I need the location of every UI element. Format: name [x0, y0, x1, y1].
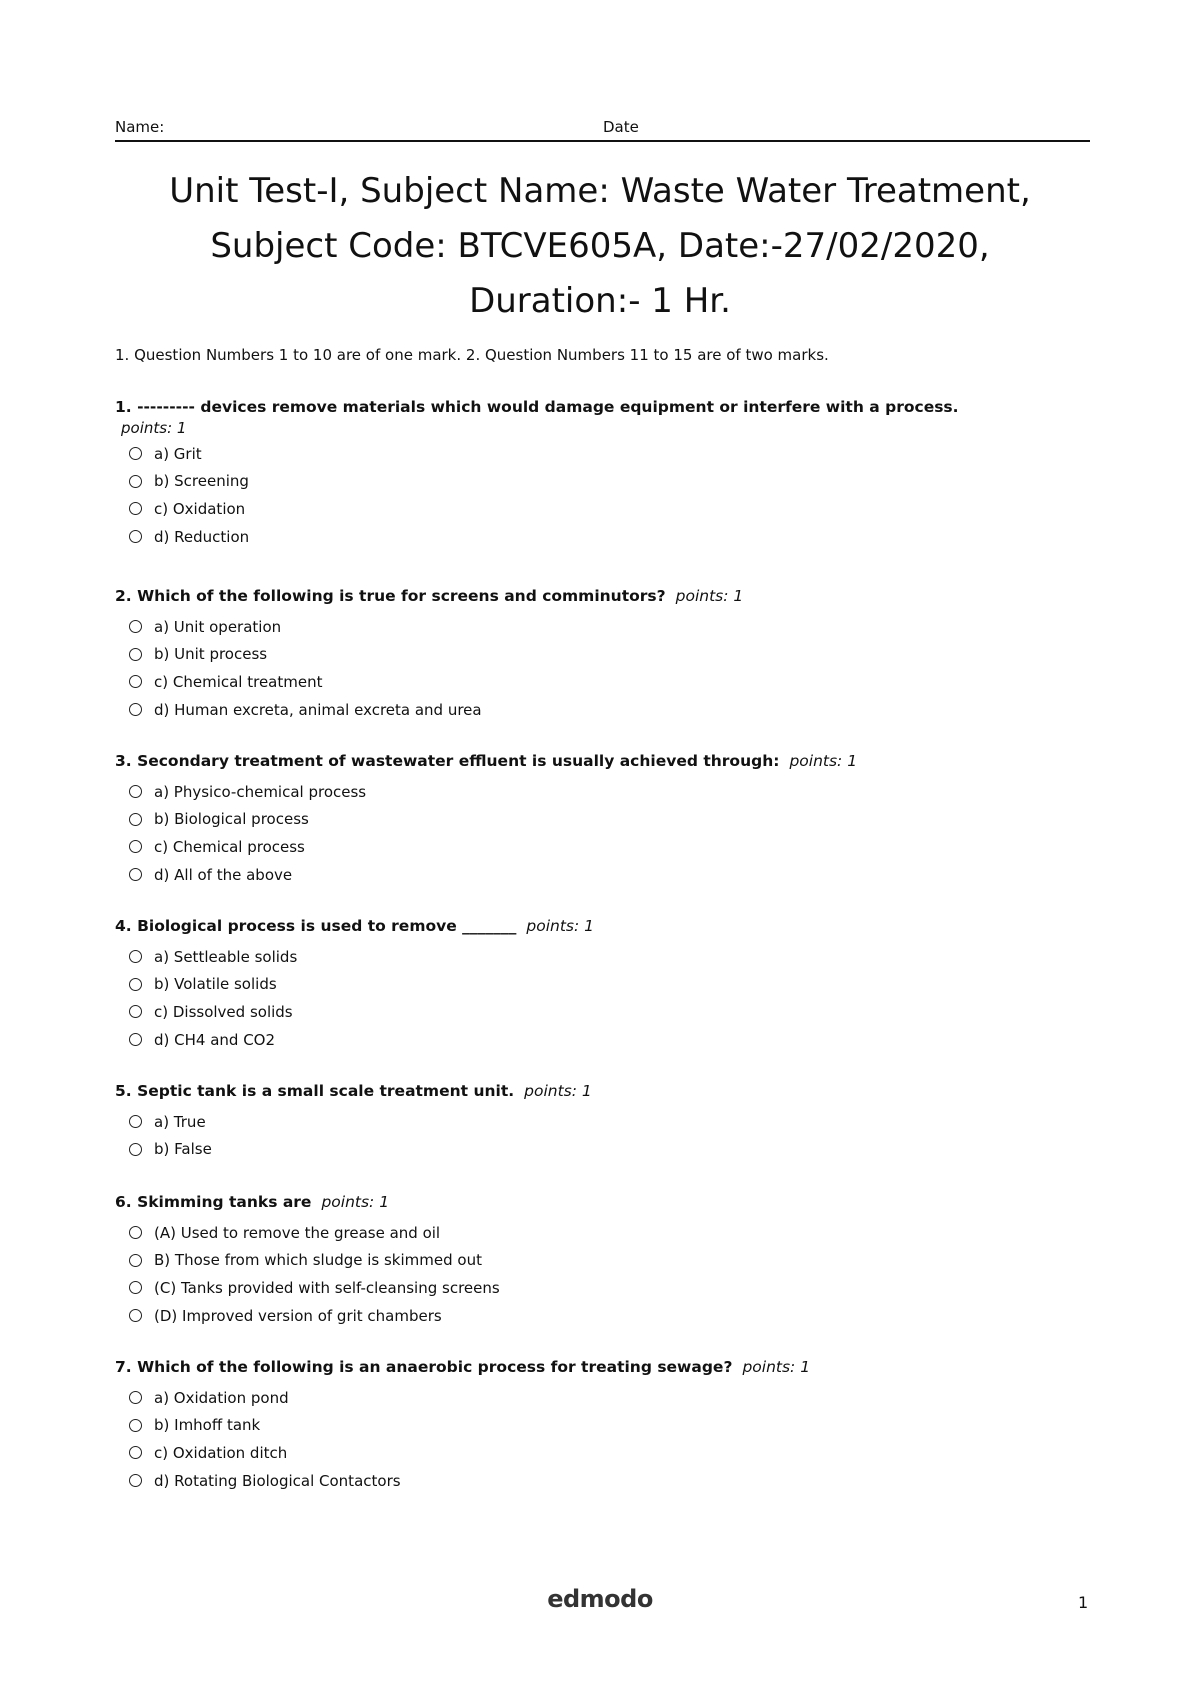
option-item[interactable] — [115, 971, 1100, 999]
option-list — [115, 778, 1100, 888]
option-item[interactable] — [115, 468, 1100, 496]
option-item[interactable] — [115, 1439, 1100, 1467]
option-label: d) Rotating Biological Contactors — [154, 1471, 401, 1490]
option-item[interactable] — [115, 440, 1100, 468]
question-7 — [115, 1356, 1100, 1494]
radio-icon[interactable] — [129, 703, 142, 716]
radio-icon[interactable] — [129, 1391, 142, 1404]
option-item[interactable] — [115, 696, 1100, 724]
question-text: 3. Secondary treatment of wastewater effluent is usually achieved through: — [115, 752, 780, 770]
option-item[interactable] — [115, 778, 1100, 806]
option-label: b) Biological process — [154, 810, 309, 829]
option-list — [115, 440, 1100, 550]
option-label: b) False — [154, 1140, 212, 1159]
option-item[interactable] — [115, 668, 1100, 696]
option-list — [115, 1384, 1100, 1494]
option-item[interactable] — [115, 1219, 1100, 1247]
option-item[interactable] — [115, 1136, 1100, 1164]
option-item[interactable] — [115, 1467, 1100, 1495]
question-1 — [115, 396, 1100, 550]
option-label: (C) Tanks provided with self-cleansing screens — [154, 1278, 500, 1297]
option-label: b) Imhoff tank — [154, 1416, 261, 1435]
question-5 — [115, 1080, 1100, 1163]
name-date-line — [115, 118, 1090, 142]
option-label: a) Unit operation — [154, 617, 282, 636]
option-item[interactable] — [115, 1026, 1100, 1054]
radio-icon[interactable] — [129, 1005, 142, 1018]
option-item[interactable] — [115, 523, 1100, 551]
radio-icon[interactable] — [129, 648, 142, 661]
option-item[interactable] — [115, 998, 1100, 1026]
question-text: 5. Septic tank is a small scale treatment unit. — [115, 1082, 515, 1100]
option-item[interactable] — [115, 806, 1100, 834]
radio-icon[interactable] — [129, 950, 142, 963]
radio-icon[interactable] — [129, 1115, 142, 1128]
option-item[interactable] — [115, 1274, 1100, 1302]
radio-icon[interactable] — [129, 978, 142, 991]
option-label: B) Those from which sludge is skimmed out — [154, 1251, 482, 1270]
question-points: points: 1 — [524, 1082, 592, 1100]
option-item[interactable] — [115, 861, 1100, 889]
option-label: c) Chemical process — [154, 837, 305, 856]
option-item[interactable] — [115, 1108, 1100, 1136]
question-text: 6. Skimming tanks are — [115, 1193, 312, 1211]
option-list — [115, 1219, 1100, 1329]
radio-icon[interactable] — [129, 840, 142, 853]
option-label: c) Chemical treatment — [154, 672, 323, 691]
option-item[interactable] — [115, 833, 1100, 861]
question-points: points: 1 — [675, 587, 744, 605]
question-text: 1. --------- devices remove materials which would damage equipment or interfere with a process. — [115, 398, 959, 416]
question-points: points: 1 — [321, 1193, 390, 1211]
option-list — [115, 943, 1100, 1053]
radio-icon[interactable] — [129, 1474, 142, 1487]
option-label: d) All of the above — [154, 865, 293, 884]
radio-icon[interactable] — [129, 1254, 142, 1267]
name-label: Name: — [115, 118, 165, 136]
option-label: a) Grit — [154, 444, 202, 463]
question-2 — [115, 585, 1100, 723]
option-item[interactable] — [115, 943, 1100, 971]
option-label: a) Physico-chemical process — [154, 782, 367, 801]
radio-icon[interactable] — [129, 1143, 142, 1156]
question-3 — [115, 750, 1100, 888]
radio-icon[interactable] — [129, 675, 142, 688]
question-points: points: 1 — [742, 1358, 811, 1376]
option-label: a) Settleable solids — [154, 947, 298, 966]
option-label: c) Dissolved solids — [154, 1002, 293, 1021]
radio-icon[interactable] — [129, 1309, 142, 1322]
option-item[interactable] — [115, 1302, 1100, 1330]
option-label: d) CH4 and CO2 — [154, 1030, 276, 1049]
page-title — [60, 164, 1140, 329]
question-text: 7. Which of the following is an anaerobic process for treating sewage? — [115, 1358, 733, 1376]
question-text: 4. Biological process is used to remove _______ — [115, 917, 517, 935]
option-label: b) Unit process — [154, 645, 268, 664]
radio-icon[interactable] — [129, 813, 142, 826]
radio-icon[interactable] — [129, 1281, 142, 1294]
radio-icon[interactable] — [129, 1419, 142, 1432]
option-item[interactable] — [115, 495, 1100, 523]
radio-icon[interactable] — [129, 530, 142, 543]
option-item[interactable] — [115, 1384, 1100, 1412]
title-line-2: Subject Code: BTCVE605A, Date:-27/02/2020, — [210, 226, 990, 266]
option-item[interactable] — [115, 1412, 1100, 1440]
question-points: points: 1 — [121, 419, 187, 437]
radio-icon[interactable] — [129, 447, 142, 460]
radio-icon[interactable] — [129, 868, 142, 881]
date-label: Date — [603, 118, 639, 136]
question-6 — [115, 1191, 1100, 1329]
radio-icon[interactable] — [129, 502, 142, 515]
title-line-1: Unit Test-I, Subject Name: Waste Water Treatment, — [169, 171, 1031, 211]
instructions: 1. Question Numbers 1 to 10 are of one mark. 2. Question Numbers 11 to 15 are of two marks. — [115, 346, 829, 364]
title-line-3: Duration:- 1 Hr. — [469, 281, 731, 321]
radio-icon[interactable] — [129, 1033, 142, 1046]
page-number: 1 — [1078, 1593, 1089, 1612]
option-label: b) Screening — [154, 472, 249, 491]
question-text: 2. Which of the following is true for screens and comminutors? — [115, 587, 666, 605]
option-list — [115, 613, 1100, 723]
option-label: d) Human excreta, animal excreta and urea — [154, 700, 482, 719]
option-label: (D) Improved version of grit chambers — [154, 1306, 442, 1325]
option-label: d) Reduction — [154, 527, 250, 546]
question-points: points: 1 — [789, 752, 858, 770]
radio-icon[interactable] — [129, 620, 142, 633]
edmodo-logo: edmodo — [547, 1585, 653, 1613]
option-item[interactable] — [115, 1247, 1100, 1275]
radio-icon[interactable] — [129, 475, 142, 488]
option-label: c) Oxidation — [154, 499, 246, 518]
option-label: a) True — [154, 1112, 206, 1131]
option-label: (A) Used to remove the grease and oil — [154, 1223, 441, 1242]
option-label: b) Volatile solids — [154, 975, 277, 994]
option-item[interactable] — [115, 641, 1100, 669]
radio-icon[interactable] — [129, 785, 142, 798]
option-label: a) Oxidation pond — [154, 1388, 289, 1407]
radio-icon[interactable] — [129, 1446, 142, 1459]
option-label: c) Oxidation ditch — [154, 1443, 288, 1462]
question-4 — [115, 915, 1100, 1053]
option-item[interactable] — [115, 613, 1100, 641]
question-points: points: 1 — [526, 917, 595, 935]
radio-icon[interactable] — [129, 1226, 142, 1239]
option-list — [115, 1108, 1100, 1163]
